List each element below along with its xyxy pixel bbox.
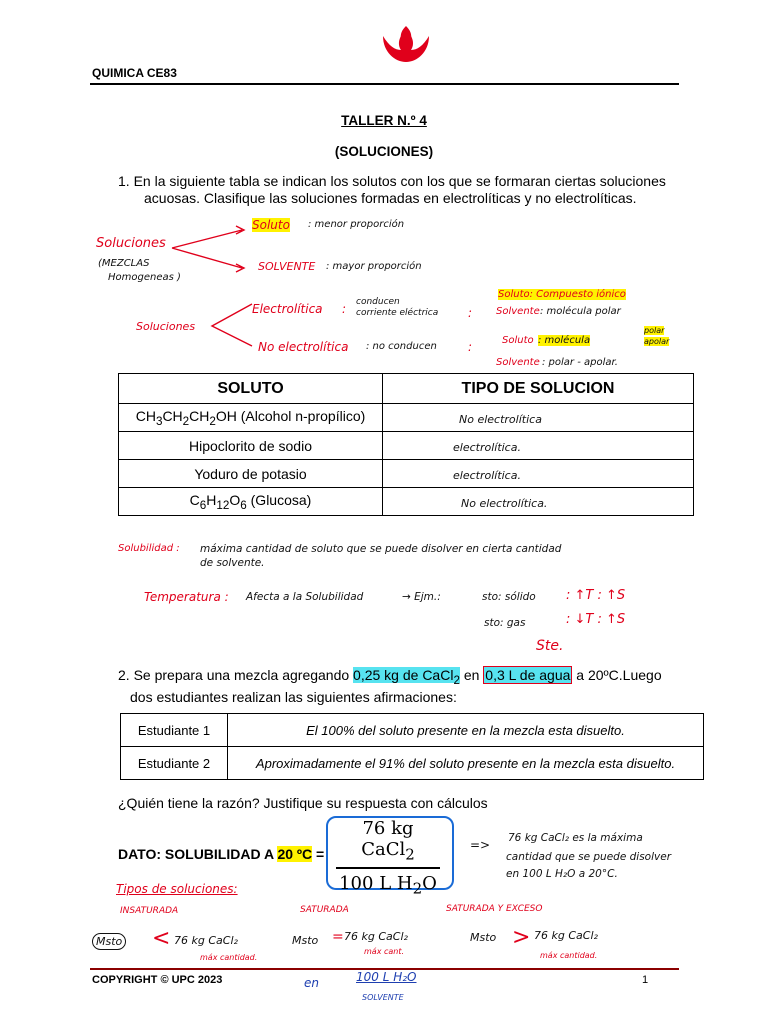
note-ejm: → Ejm.: <box>402 591 441 603</box>
note-no-conducen: : no conducen <box>366 341 437 352</box>
note-ste: Ste. <box>536 638 564 654</box>
highlight-mass: 0,25 kg de CaCl$_2$ <box>353 667 460 687</box>
colon-mark: : <box>468 306 473 320</box>
note-solubilidad-def: máxima cantidad de soluto que se puede disolver en cierta cantidad <box>200 543 562 555</box>
table-row <box>119 488 694 516</box>
table-header-soluto: SOLUTO <box>119 374 383 404</box>
note-solvente-label: SOLVENTE <box>362 993 404 1002</box>
table-cell-soluto: Yoduro de potasio <box>119 460 383 488</box>
note-r-soluto-2: : molécula <box>538 335 591 346</box>
note-solubilidad: Solubilidad : <box>118 543 180 554</box>
note-r-solvente-2: : polar - apolar. <box>542 357 618 368</box>
note-arrows-1 <box>170 220 250 280</box>
student-name: Estudiante 2 <box>121 747 228 780</box>
question-1-line2: acuosas. Clasifique las soluciones formadas en electrolíticas y no electrolíticas. <box>144 190 637 206</box>
question-quien: ¿Quién tiene la razón? Justifique su respuesta con cálculos <box>118 795 488 811</box>
note-saturada: SATURADA <box>300 905 349 915</box>
course-code: QUIMICA CE83 <box>92 66 177 80</box>
fraction-denominator: 100 L $H_2O$ <box>339 872 437 898</box>
page-subtitle: (SOLUCIONES) <box>334 144 434 159</box>
table-cell-tipo: electrolítica. <box>383 460 694 488</box>
note-h2o: 100 L H₂O <box>356 970 417 984</box>
note-def-line2: cantidad que se puede disolver <box>506 851 672 863</box>
question-1-line1: 1. En la siguiente tabla se indican los solutos con los que se formaran ciertas soluciones <box>118 173 666 189</box>
table-row <box>119 460 694 488</box>
note-solvente-def: : mayor proporción <box>326 261 422 272</box>
page-title: TALLER N.º 4 <box>341 113 427 128</box>
note-insaturada: INSATURADA <box>120 906 179 916</box>
footer-copyright: COPYRIGHT © UPC 2023 <box>92 974 223 986</box>
note-v1: 76 kg CaCl₂ <box>174 934 238 947</box>
student-name: Estudiante 1 <box>121 714 228 747</box>
note-r-soluto-1: Soluto: Compuesto iónico <box>498 289 626 300</box>
table-cell-tipo: No electrolítica. <box>383 488 694 516</box>
note-v2: 76 kg CaCl₂ <box>344 930 408 943</box>
note-v3: 76 kg CaCl₂ <box>534 929 598 942</box>
table-cell-soluto: $C_6H_{12}O_6$ (Glucosa) <box>119 488 383 516</box>
note-sto-solido: sto: sólido <box>482 591 536 603</box>
note-electrolitica: Electrolítica <box>252 302 323 316</box>
note-solvente: SOLVENTE <box>258 260 316 273</box>
footer-page-number: 1 <box>642 974 649 986</box>
note-r-polar: polar <box>644 326 665 335</box>
note-arrow: => <box>470 838 491 852</box>
note-m2: Msto <box>292 934 319 947</box>
question-2 <box>118 667 718 706</box>
note-corriente: corriente eléctrica <box>356 308 439 318</box>
note-r-solvente-1: : molécula polar <box>540 306 621 317</box>
dato-temp: 20 ºC <box>277 846 313 862</box>
question-2-line2: dos estudiantes realizan las siguientes afirmaciones: <box>130 688 457 705</box>
student-claim: El 100% del soluto presente en la mezcla esta disuelto. <box>228 714 704 747</box>
note-less-than: < <box>152 926 171 951</box>
solubility-fraction <box>326 818 450 897</box>
note-afecta: Afecta a la Solubilidad <box>246 591 364 603</box>
highlight-volume: 0,3 L de agua <box>485 667 571 683</box>
header-rule <box>90 83 679 85</box>
note-soluto: Soluto <box>252 218 290 232</box>
student-claim: Aproximadamente el 91% del soluto presente en la mezcla esta disuelto. <box>228 747 704 780</box>
note-en: en <box>304 976 319 990</box>
table-header-tipo: TIPO DE SOLUCION <box>383 374 694 404</box>
note-no-electrolitica: No electrolítica <box>258 340 349 354</box>
note-equals: = <box>332 929 344 945</box>
note-sto-gas: sto: gas <box>484 617 526 629</box>
note-soluciones: Soluciones <box>96 236 166 251</box>
table-header-row <box>119 374 694 404</box>
table-cell-soluto: Hipoclorito de sodio <box>119 432 383 460</box>
note-m3: Msto <box>470 931 497 944</box>
note-def-line1: 76 kg CaCl₂ es la máxima <box>508 832 643 844</box>
note-r-solvente-1-label: Solvente <box>496 306 540 317</box>
dato-label: DATO: SOLUBILIDAD A 20 ºC = <box>118 846 325 862</box>
note-r-apolar: apolar <box>644 337 670 346</box>
upc-logo <box>377 22 435 64</box>
note-def-line3: en 100 L H₂O a 20°C. <box>506 868 618 880</box>
colon-mark: : <box>468 340 473 354</box>
table-row <box>119 404 694 432</box>
table-row <box>121 714 704 747</box>
note-sobresaturada: SATURADA Y EXCESO <box>446 904 543 914</box>
note-rule-1: : ↑T : ↑S <box>566 588 626 603</box>
note-tipos: Tipos de soluciones: <box>116 882 238 896</box>
note-max1: máx cantidad. <box>200 953 258 962</box>
fraction-numerator: 76 kg CaCl$_2$ <box>336 818 440 869</box>
solutes-table <box>118 373 694 516</box>
note-solubilidad-def-2: de solvente. <box>200 557 265 569</box>
question-1 <box>118 173 718 207</box>
note-greater-than: > <box>512 925 531 950</box>
note-max3: máx cantidad. <box>540 951 598 960</box>
note-mezclas: (MEZCLAS <box>98 258 150 269</box>
table-row <box>119 432 694 460</box>
note-conducen: conducen <box>356 297 400 307</box>
footer-rule <box>90 968 679 970</box>
students-table <box>120 713 704 780</box>
table-row <box>121 747 704 780</box>
note-soluciones-2: Soluciones <box>136 320 196 333</box>
note-max2: máx cant. <box>364 947 405 956</box>
note-soluto-def: : menor proporción <box>308 219 405 230</box>
table-cell-soluto: $CH_3CH_2CH_2OH$ (Alcohol n-propílico) <box>119 404 383 432</box>
note-rule-2: : ↓T : ↑S <box>566 612 626 627</box>
note-temperatura: Temperatura : <box>144 590 229 604</box>
note-m1: Msto <box>92 933 126 950</box>
note-r-solvente-2-label: Solvente <box>496 357 540 368</box>
table-cell-tipo: electrolítica. <box>383 432 694 460</box>
note-homogeneas: Homogeneas ) <box>108 272 181 283</box>
question-2-line1: 2. Se prepara una mezcla agregando 0,25 kg de CaCl$_2$ en 0,3 L de agua a 20ºC.Luego <box>118 667 662 687</box>
note-r-soluto-2-label: Soluto <box>502 335 534 346</box>
note-bracket <box>208 300 254 350</box>
table-cell-tipo: No electrolítica <box>383 404 694 432</box>
colon-mark: : <box>342 302 347 316</box>
